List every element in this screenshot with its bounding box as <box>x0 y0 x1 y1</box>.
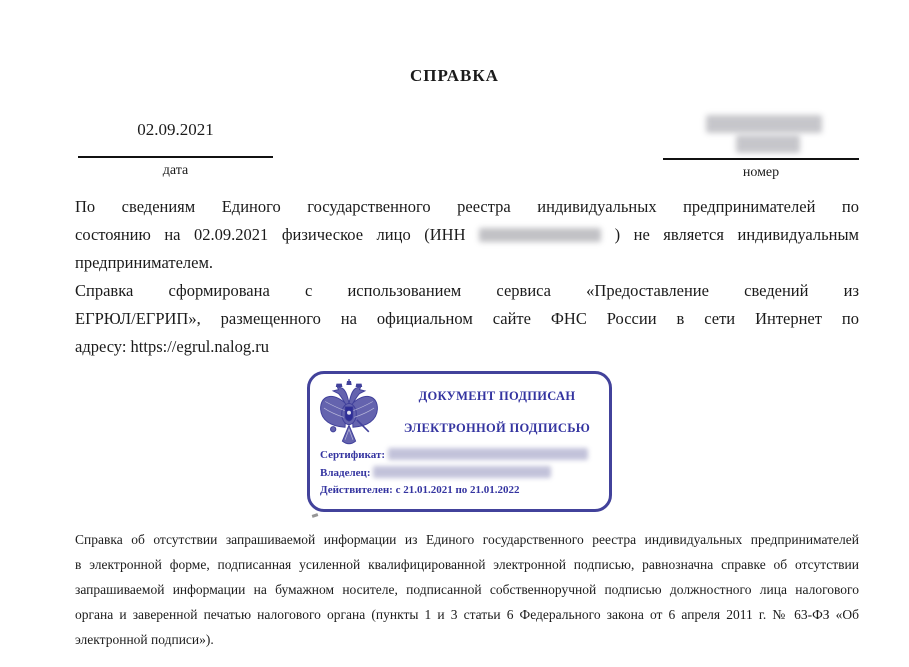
stamp-owner-label: Владелец: <box>320 467 371 479</box>
paragraph1-line2-after: ) не является индивидуальным <box>614 225 860 244</box>
russian-coat-of-arms-icon <box>316 379 382 453</box>
digital-signature-stamp <box>307 371 612 512</box>
stamp-validity-row: Действителен: с 21.01.2021 по 21.01.2022 <box>320 484 520 496</box>
paragraph2-line2: ЕГРЮЛ/ЕГРИП», размещенного на официальном сайте ФНС России в сети Интернет по <box>75 309 859 328</box>
owner-value-redacted <box>373 466 551 478</box>
footer-line2: в электронной форме, подписанная усиленной квалифицированной электронной подписью, равнозначна справке об отсутствии <box>75 557 859 572</box>
number-redacted-line2 <box>736 135 800 153</box>
number-label: номер <box>742 165 780 180</box>
footer-line4: органа и заверенной печатью налогового органа (пункты 1 и 3 статьи 6 Федерального закона от 6 апреля 2011 г. № 63-ФЗ «Об <box>75 607 859 622</box>
paragraph1-line2-before: состоянию на 02.09.2021 физическое лицо (ИНН <box>75 225 466 244</box>
date-underline <box>78 156 273 158</box>
date-value: 02.09.2021 <box>137 120 214 139</box>
date-label: дата <box>162 163 189 178</box>
paragraph1-line3: предпринимателем. <box>75 253 214 272</box>
paragraph1-line1: По сведениям Единого государственного реестра индивидуальных предпринимателей по <box>75 197 859 216</box>
stamp-title-line2: ЭЛЕКТРОННОЙ ПОДПИСЬЮ <box>403 421 591 435</box>
paragraph2-line1: Справка сформирована с использованием сервиса «Предоставление сведений из <box>75 281 859 300</box>
stamp-owner-row <box>320 466 551 479</box>
number-redacted-line1 <box>706 115 822 133</box>
stamp-scan-artifact <box>312 513 319 518</box>
certificate-value-redacted <box>388 448 588 460</box>
stamp-certificate-label: Сертификат: <box>320 449 386 461</box>
footer-line1: Справка об отсутствии запрашиваемой информации из Единого государственного реестра индивидуальных предпринимателей <box>75 532 859 547</box>
stamp-certificate-row <box>320 448 588 461</box>
footer-line3: запрашиваемой информации на бумажном носителе, подписанной собственноручной подписью должностного лица налогового <box>75 582 859 597</box>
paragraph2-line3: адресу: https://egrul.nalog.ru <box>75 337 269 356</box>
footer-line5: электронной подписи»). <box>75 632 214 647</box>
inn-redacted <box>479 228 601 242</box>
paragraph1-line2 <box>75 224 859 246</box>
page-title: СПРАВКА <box>410 66 499 85</box>
stamp-title-line1: ДОКУМЕНТ ПОДПИСАН <box>418 389 576 403</box>
number-underline <box>663 158 859 160</box>
